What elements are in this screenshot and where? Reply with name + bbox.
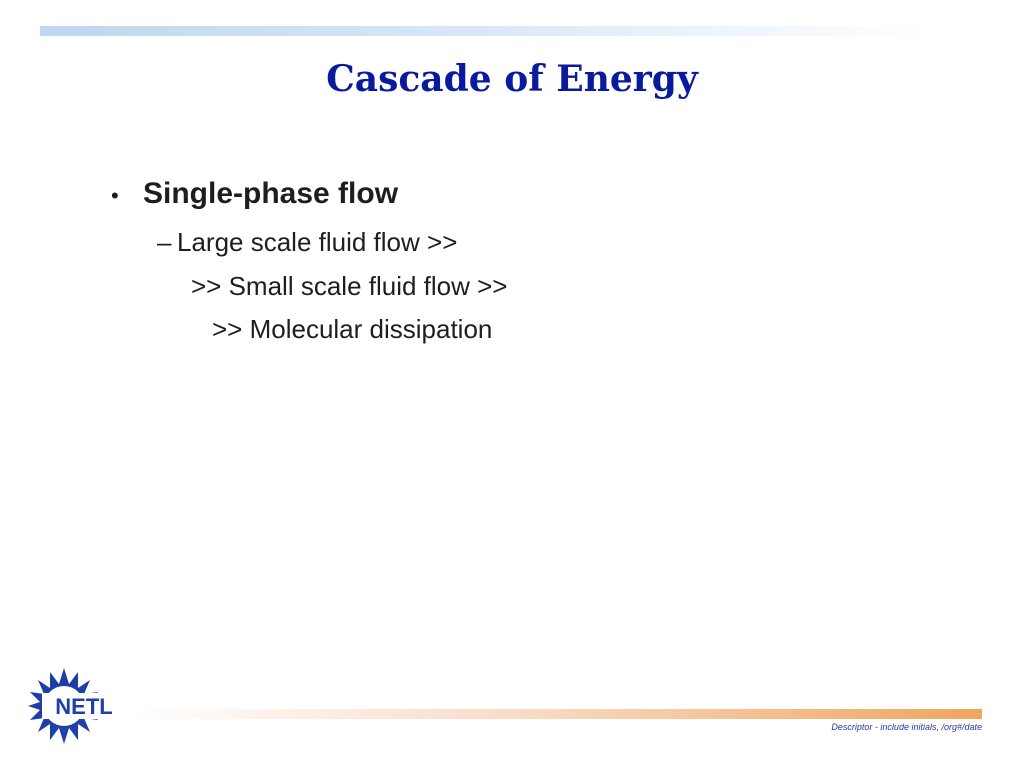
sub-bullet-item <box>157 227 457 258</box>
bullet-marker: • <box>111 183 119 208</box>
sub-bullet-text: Large scale fluid flow >> <box>177 227 458 257</box>
continuation-line-2: >> Molecular dissipation <box>212 314 493 344</box>
logo-text: NETL <box>55 694 113 719</box>
sub-bullet-marker: – <box>157 227 172 257</box>
slide-title: Cascade of Energy <box>326 58 698 100</box>
bullet-text: Single-phase flow <box>143 177 399 210</box>
continuation-line-1: >> Small scale fluid flow >> <box>191 271 508 301</box>
netl-logo-icon <box>28 666 132 746</box>
bottom-decorative-bar <box>130 709 982 719</box>
bullet-item <box>111 177 398 211</box>
footer-descriptor: Descriptor - include initials, /org#/date <box>831 722 982 732</box>
netl-logo <box>28 666 132 746</box>
